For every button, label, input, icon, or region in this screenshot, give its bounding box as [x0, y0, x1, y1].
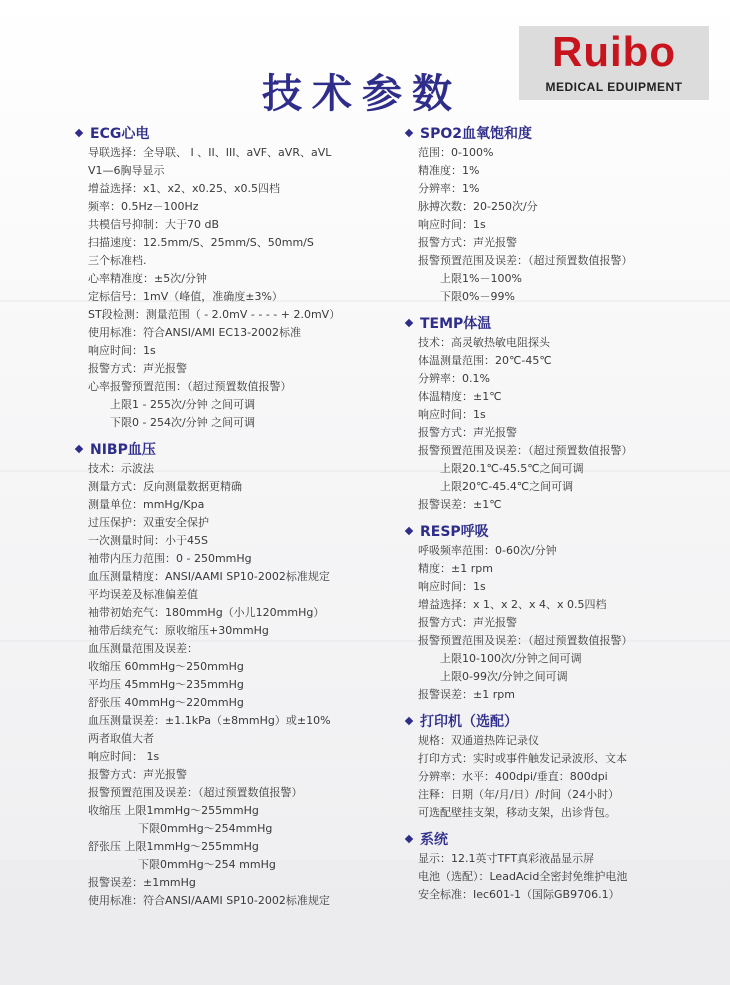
section-heading [402, 520, 702, 542]
spec-line: 电池（选配）：LeadAcid全密封免维护电池 [418, 870, 628, 883]
spec-line: 上限10-100次/分钟之间可调 [440, 652, 582, 665]
spec-line: 响应时间：1s [418, 408, 486, 421]
diamond-bullet-icon [405, 717, 413, 725]
spec-line: 共模信号抑制：大于70 dB [88, 218, 220, 231]
spec-line: 响应时间： 1s [88, 750, 160, 763]
spec-line: 心率报警预置范围：（超过预置数值报警） [88, 380, 292, 393]
spec-line: 分辨率：1% [418, 182, 480, 195]
section-heading [402, 828, 702, 850]
spec-line: 报警方式：声光报警 [88, 362, 187, 375]
spec-line: 下限0%－99% [440, 290, 515, 303]
section-heading-text: TEMP体温 [420, 316, 492, 332]
spec-line: 舒张压 40mmHg～220mmHg [88, 696, 244, 709]
section-heading [402, 710, 702, 732]
brand-logo [519, 26, 709, 100]
spec-section [402, 828, 702, 904]
spec-line: 安全标准：Iec601-1（国际GB9706.1） [418, 888, 620, 901]
spec-line: 响应时间：1s [88, 344, 156, 357]
spec-section [402, 312, 702, 514]
spec-line: 报警预置范围及误差：（超过预置数值报警） [88, 786, 303, 799]
spec-line: 注释：日期（年/月/日）/时间（24小时） [418, 788, 620, 801]
spec-line: 显示：12.1英寸TFT真彩液晶显示屏 [418, 852, 595, 865]
spec-line: 下限0mmHg～254mmHg [138, 822, 273, 835]
spec-line: 报警方式：声光报警 [418, 426, 517, 439]
spec-line: 血压测量误差：±1.1kPa（±8mmHg）或±10% [88, 714, 331, 727]
section-heading [72, 438, 392, 460]
spec-line: 报警预置范围及误差：（超过预置数值报警） [418, 634, 633, 647]
spec-line: 响应时间：1s [418, 580, 486, 593]
spec-line: 报警方式：声光报警 [88, 768, 187, 781]
spec-line: 下限0 - 254次/分钟 之间可调 [110, 416, 256, 429]
spec-line: 体温测量范围：20℃-45℃ [418, 354, 552, 367]
diamond-bullet-icon [405, 527, 413, 535]
spec-line: 上限1%－100% [440, 272, 522, 285]
spec-line: 打印方式：实时或事件触发记录波形、文本 [418, 752, 627, 765]
spec-section [402, 710, 702, 822]
spec-section [72, 438, 392, 910]
diamond-bullet-icon [75, 129, 83, 137]
spec-line: 频率：0.5Hz－100Hz [88, 200, 199, 213]
spec-line: 报警方式：声光报警 [418, 616, 517, 629]
spec-line: 使用标准：符合ANSI/AMI EC13-2002标准 [88, 326, 302, 339]
spec-line: 两者取值大者 [88, 732, 154, 745]
spec-line: 报警误差：±1mmHg [88, 876, 196, 889]
spec-line: 响应时间：1s [418, 218, 486, 231]
spec-line: 三个标准档. [88, 254, 147, 267]
logo-brand-text: Ruibo [552, 28, 676, 75]
spec-line: 上限20.1℃-45.5℃之间可调 [440, 462, 584, 475]
section-heading [402, 122, 702, 144]
section-heading [72, 122, 392, 144]
spec-line: 增益选择：x1、x2、x0.25、x0.5四档 [88, 182, 281, 195]
spec-section [72, 122, 392, 432]
page-title: 技术参数 [262, 71, 462, 117]
spec-line: 过压保护：双重安全保护 [88, 516, 209, 529]
spec-line: 分辨率：水平：400dpi/垂直：800dpi [418, 770, 608, 783]
spec-line: 血压测量范围及误差： [88, 642, 198, 655]
section-heading-text: 打印机（选配） [420, 714, 518, 730]
spec-section [402, 122, 702, 306]
diamond-bullet-icon [405, 129, 413, 137]
spec-line: 扫描速度：12.5mm/S、25mm/S、50mm/S [88, 236, 314, 249]
spec-line: 平均压 45mmHg～235mmHg [88, 678, 244, 691]
spec-line: 报警误差：±1 rpm [418, 688, 515, 701]
section-heading-text: 系统 [420, 832, 448, 848]
spec-line: 精准度：1% [418, 164, 480, 177]
spec-line: 上限0-99次/分钟之间可调 [440, 670, 568, 683]
spec-line: 报警预置范围及误差：（超过预置数值报警） [418, 254, 633, 267]
spec-line: 可选配壁挂支架，移动支架，出诊背包。 [418, 806, 616, 819]
spec-section [402, 520, 702, 704]
spec-line: 平均误差及标准偏差值 [88, 588, 198, 601]
spec-line: 导联选择：全导联、 I 、II、III、aVF、aVR、aVL [88, 146, 332, 159]
spec-line: V1—6胸导显示 [88, 164, 165, 177]
spec-line: 技术：高灵敏热敏电阻探头 [418, 336, 550, 349]
logo-subtitle: MEDICAL EDUIPMENT [545, 80, 683, 94]
spec-line: 下限0mmHg～254 mmHg [138, 858, 276, 871]
spec-line: 脉搏次数：20-250次/分 [418, 200, 538, 213]
spec-line: 收缩压 上限1mmHg～255mmHg [88, 804, 259, 817]
spec-line: 使用标准：符合ANSI/AAMI SP10-2002标准规定 [88, 894, 330, 907]
spec-line: 精度：±1 rpm [418, 562, 493, 575]
spec-line: 心率精准度：±5次/分钟 [88, 272, 207, 285]
spec-line: 测量方式：反向测量数据更精确 [88, 480, 242, 493]
spec-line: 袖带初始充气：180mmHg（小儿120mmHg） [88, 606, 325, 619]
spec-line: 报警方式：声光报警 [418, 236, 517, 249]
spec-line: 血压测量精度：ANSI/AAMI SP10-2002标准规定 [88, 570, 330, 583]
spec-line: 呼吸频率范围：0-60次/分钟 [418, 544, 557, 557]
diamond-bullet-icon [405, 835, 413, 843]
spec-line: 上限1 - 255次/分钟 之间可调 [110, 398, 256, 411]
spec-line: 报警误差：±1℃ [418, 498, 502, 511]
spec-line: ST段检测：测量范围（ - 2.0mV - - - - + 2.0mV） [88, 308, 341, 321]
spec-line: 范围：0-100% [418, 146, 494, 159]
section-heading-text: ECG心电 [90, 126, 150, 142]
section-heading-text: NIBP血压 [90, 442, 156, 458]
diamond-bullet-icon [75, 445, 83, 453]
spec-line: 袖带内压力范围：0 - 250mmHg [88, 552, 252, 565]
spec-line: 舒张压 上限1mmHg～255mmHg [88, 840, 259, 853]
section-heading-text: SPO2血氧饱和度 [420, 126, 532, 142]
spec-line: 规格：双通道热阵记录仪 [418, 734, 539, 747]
spec-line: 测量单位：mmHg/Kpa [88, 498, 205, 511]
spec-line: 技术：示波法 [88, 462, 154, 475]
spec-line: 袖带后续充气：原收缩压+30mmHg [88, 624, 269, 637]
left-column [72, 122, 392, 916]
spec-line: 一次测量时间：小于45S [88, 534, 208, 547]
spec-line: 收缩压 60mmHg～250mmHg [88, 660, 244, 673]
spec-line: 增益选择：x 1、x 2、x 4、x 0.5四档 [418, 598, 607, 611]
right-column [402, 122, 702, 910]
spec-line: 体温精度：±1℃ [418, 390, 502, 403]
spec-line: 报警预置范围及误差：（超过预置数值报警） [418, 444, 633, 457]
spec-line: 分辨率：0.1% [418, 372, 490, 385]
section-heading [402, 312, 702, 334]
section-heading-text: RESP呼吸 [420, 524, 489, 540]
spec-line: 上限20℃-45.4℃之间可调 [440, 480, 574, 493]
diamond-bullet-icon [405, 319, 413, 327]
spec-line: 定标信号：1mV（峰值，准确度±3%） [88, 290, 283, 303]
